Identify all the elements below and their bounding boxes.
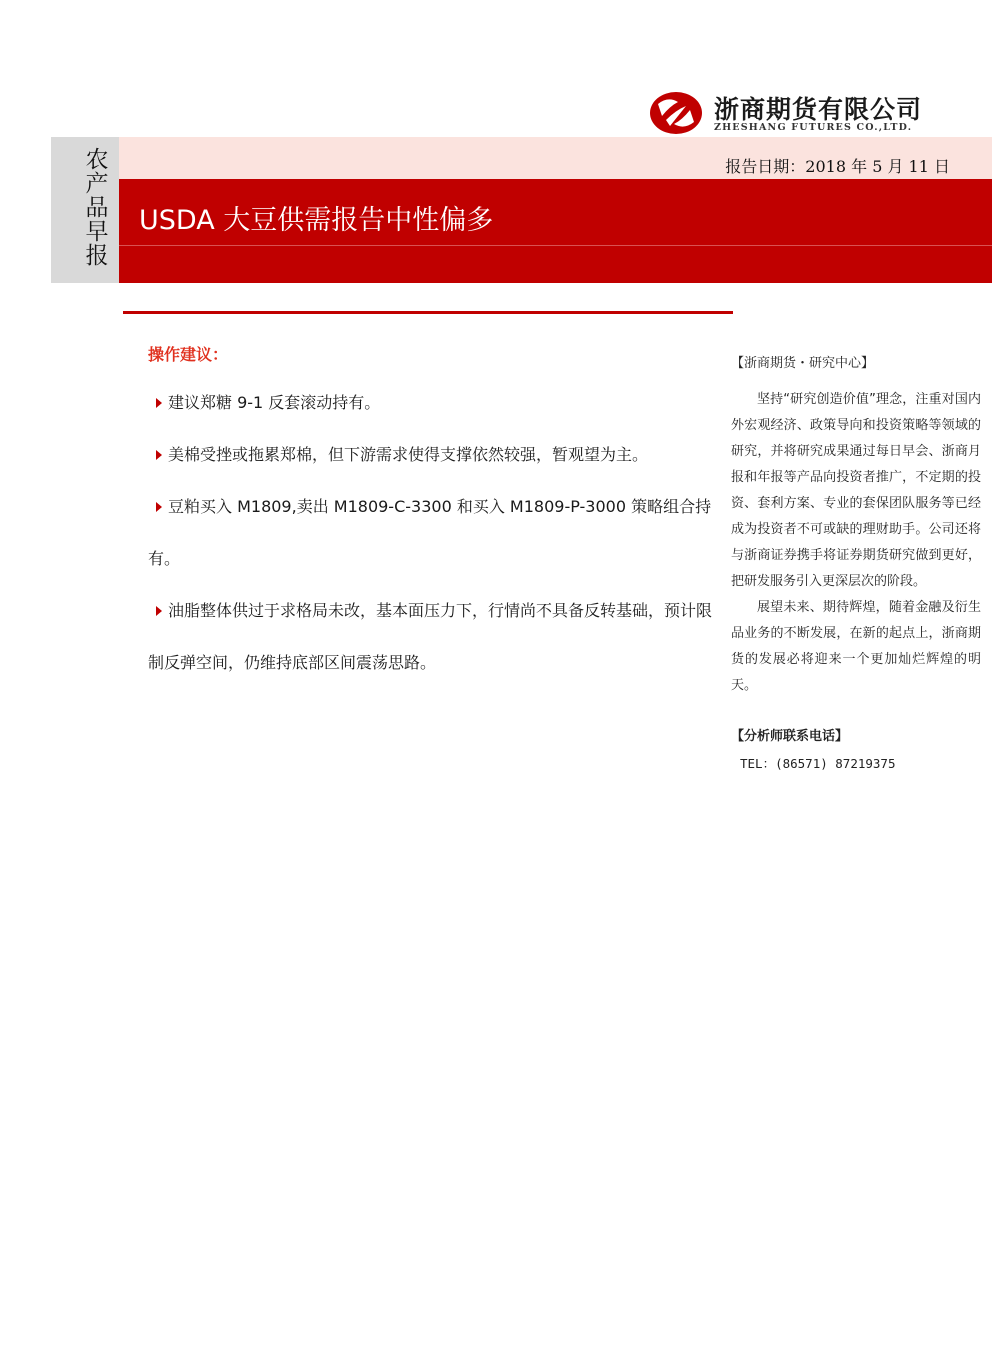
report-title: USDA 大豆供需报告中性偏多 bbox=[139, 205, 494, 236]
list-item-text: 油脂整体供过于求格局未改，基本面压力下，行情尚不具备反转基础，预计限制反弹空间，仍维持底部区间震荡思路。 bbox=[148, 601, 713, 672]
list-item bbox=[148, 585, 713, 689]
list-item-text: 美棉受挫或拖累郑棉，但下游需求使得支撑依然较强，暂观望为主。 bbox=[168, 445, 649, 464]
list-item bbox=[148, 481, 713, 585]
research-center-body bbox=[731, 387, 981, 699]
research-center-panel bbox=[731, 352, 981, 772]
analyst-phone: TEL：(86571) 87219375 bbox=[740, 756, 896, 771]
analyst-contact-heading: 【分析师联系电话】 bbox=[731, 729, 849, 744]
triangle-bullet-icon bbox=[156, 450, 162, 460]
company-name-en: ZHESHANG FUTURES CO.,LTD. bbox=[714, 122, 913, 133]
list-item bbox=[148, 429, 713, 481]
company-logo-icon bbox=[648, 90, 704, 136]
report-date: 报告日期：2018 年 5 月 11 日 bbox=[725, 157, 950, 176]
triangle-bullet-icon bbox=[156, 606, 162, 616]
research-center-heading: 【浙商期货・研究中心】 bbox=[731, 356, 875, 371]
research-center-paragraph: 坚持“研究创造价值”理念，注重对国内外宏观经济、政策导向和投资策略等领域的研究，并将研究成果通过每日早会、浙商月报和年报等产品向投资者推广，不定期的投资、套利方案、专业的套保团队服务等已经成为投资者不可或缺的理财助手。公司还将与浙商证券携手将证券期货研究做到更好，把研发服务引入更深层次的阶段。 bbox=[731, 392, 981, 589]
operation-heading: 操作建议： bbox=[148, 345, 229, 364]
company-name-cn: 浙商期货有限公司 bbox=[714, 95, 923, 124]
triangle-bullet-icon bbox=[156, 502, 162, 512]
list-item-text: 豆粕买入 M1809,卖出 M1809-C-3300 和买入 M1809-P-3000 策略组合持有。 bbox=[148, 497, 712, 568]
content-divider bbox=[123, 311, 733, 314]
company-logo bbox=[648, 90, 938, 138]
list-item-text: 建议郑糖 9-1 反套滚动持有。 bbox=[168, 393, 381, 412]
title-divider bbox=[119, 245, 992, 246]
research-center-paragraph: 展望未来、期待辉煌，随着金融及衍生品业务的不断发展，在新的起点上，浙商期货的发展必将迎来一个更加灿烂辉煌的明天。 bbox=[731, 600, 981, 693]
triangle-bullet-icon bbox=[156, 398, 162, 408]
list-item bbox=[148, 377, 713, 429]
section-label: 农产品早报 bbox=[85, 147, 109, 269]
